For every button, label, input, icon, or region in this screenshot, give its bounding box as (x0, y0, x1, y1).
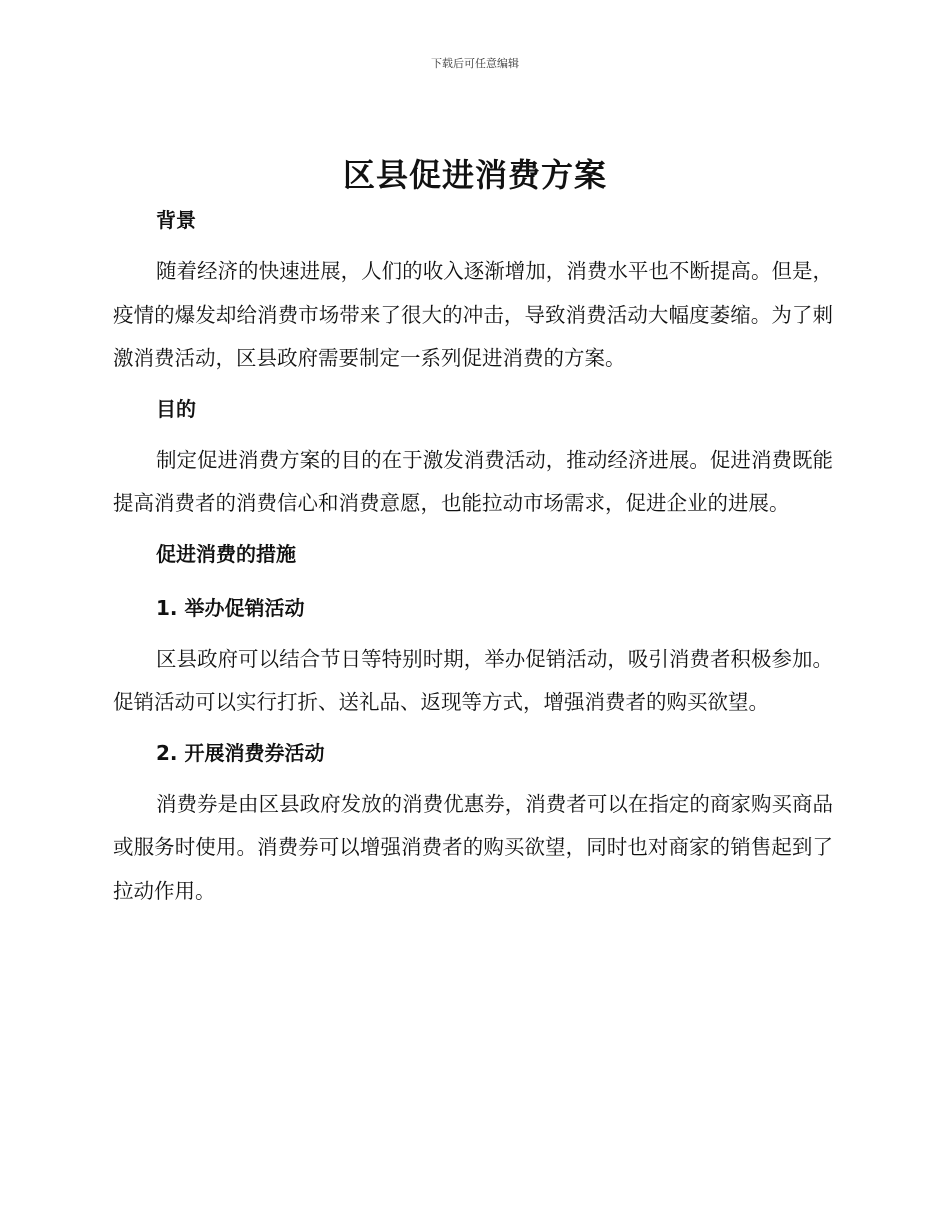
section-heading-measures: 促进消费的措施 (156, 541, 296, 566)
section-body-purpose: 制定促进消费方案的目的在于激发消费活动，推动经济进展。促进消费既能提高消费者的消费信心和消费意愿，也能拉动市场需求，促进企业的进展。 (113, 447, 833, 515)
page-title: 区县促进消费方案 (342, 156, 607, 194)
section-body-vouchers: 消费券是由区县政府发放的消费优惠券，消费者可以在指定的商家购买商品或服务时使用。消费券可以增强消费者的购买欲望，同时也对商家的销售起到了拉动作用。 (113, 791, 833, 903)
header-note: 下载后可任意编辑 (431, 57, 519, 70)
section-body-background: 随着经济的快速进展，人们的收入逐渐增加，消费水平也不断提高。但是，疫情的爆发却给消费市场带来了很大的冲击，导致消费活动大幅度萎缩。为了刺激消费活动，区县政府需要制定一系列促进消费的方案。 (113, 259, 833, 370)
section-heading-promotions: 1. 举办促销活动 (156, 595, 305, 620)
document-body (113, 204, 833, 913)
section-heading-vouchers: 2. 开展消费券活动 (156, 740, 325, 765)
section-body-promotions: 区县政府可以结合节日等特别时期，举办促销活动，吸引消费者积极参加。促销活动可以实行打折、送礼品、返现等方式，增强消费者的购买欲望。 (113, 646, 833, 714)
section-heading-purpose: 目的 (156, 396, 196, 421)
section-heading-background: 背景 (156, 208, 196, 232)
